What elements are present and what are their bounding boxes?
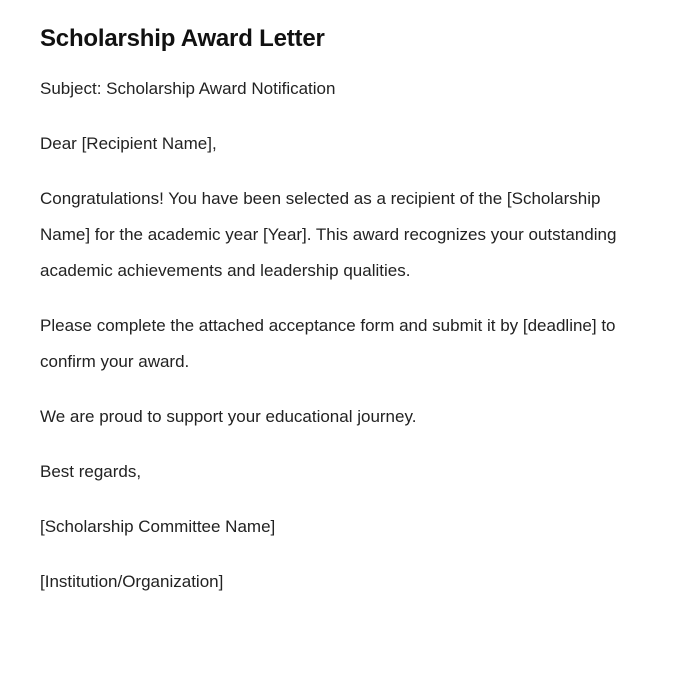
support-statement-paragraph: We are proud to support your educational journey.: [40, 407, 417, 426]
salutation-line: Dear [Recipient Name],: [40, 134, 217, 153]
signature-committee-name: [Scholarship Committee Name]: [40, 517, 276, 536]
signature-institution-name: [Institution/Organization]: [40, 572, 224, 591]
letter-body: [40, 71, 625, 600]
subject-line: Subject: Scholarship Award Notification: [40, 79, 336, 98]
page-title: Scholarship Award Letter: [40, 25, 325, 52]
congratulations-paragraph: Congratulations! You have been selected as a recipient of the [Scholarship Name] for the academic year [Year]. This award recognizes your outstanding academic achievements and leadership qualities.: [40, 189, 617, 280]
closing-line: Best regards,: [40, 462, 142, 481]
acceptance-instructions-paragraph: Please complete the attached acceptance form and submit it by [deadline] to confirm your award.: [40, 316, 616, 371]
